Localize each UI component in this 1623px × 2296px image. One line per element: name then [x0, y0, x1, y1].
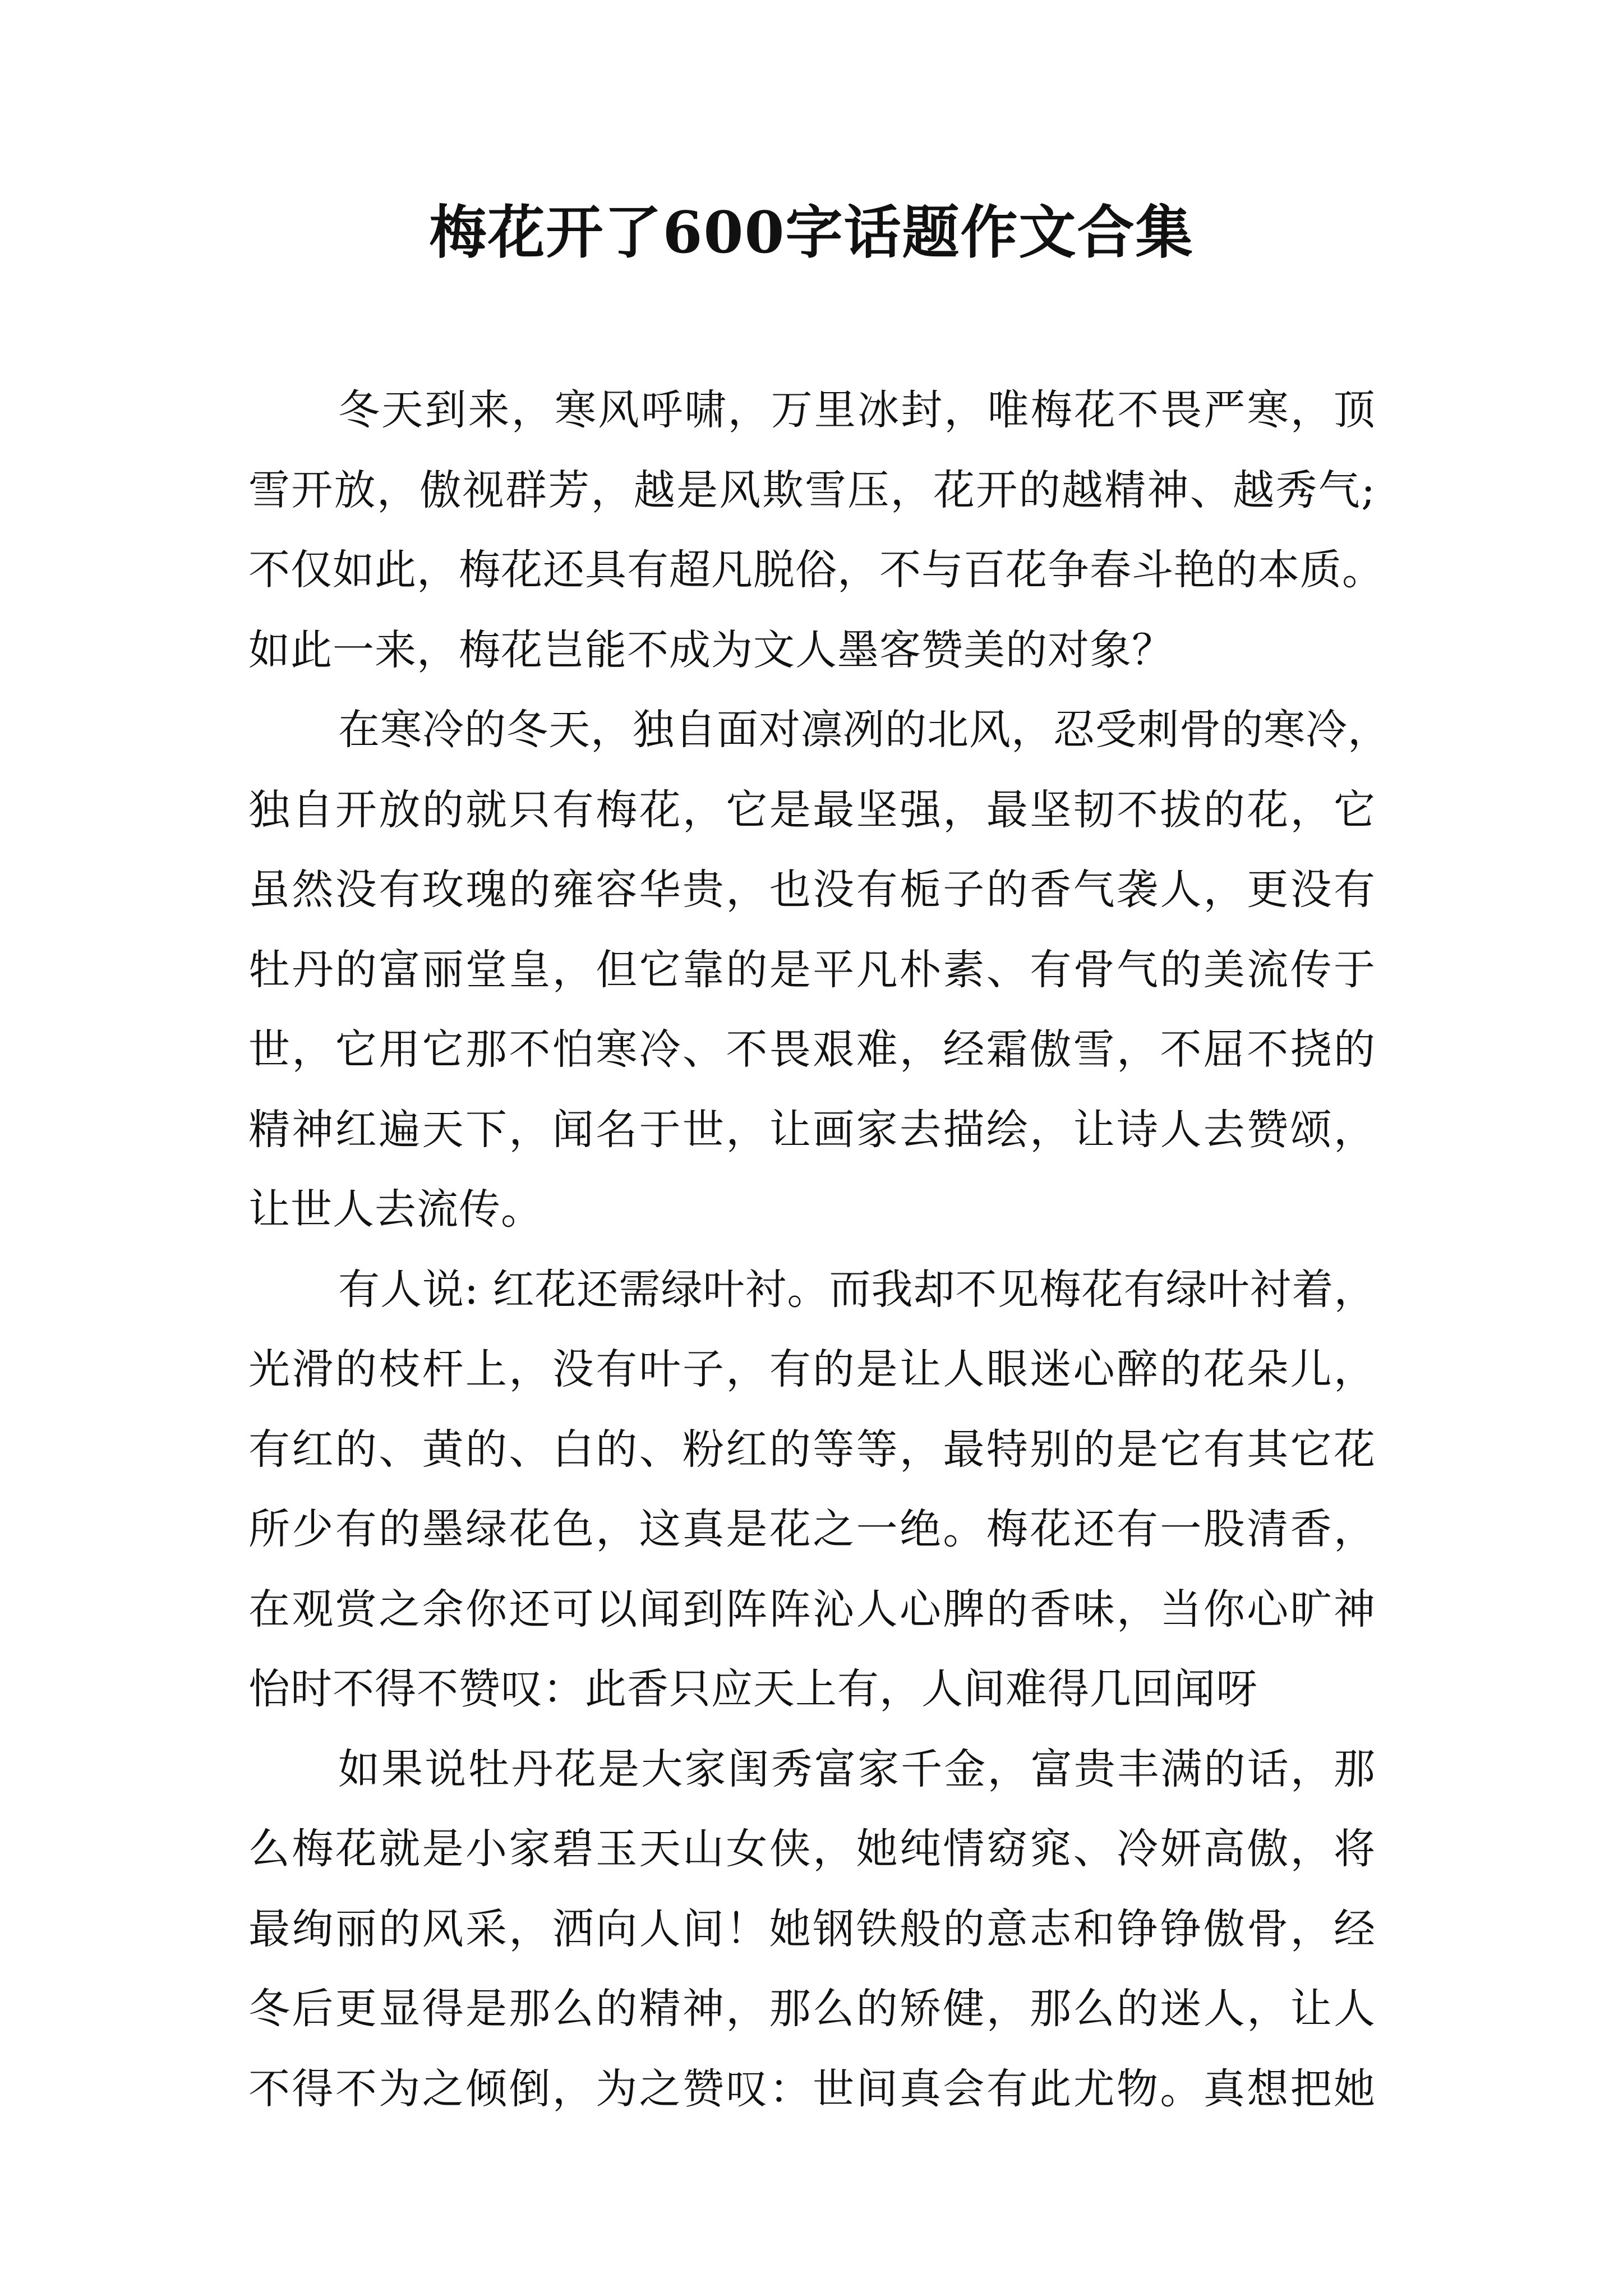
text-line: 雪开放，傲视群芳，越是风欺雪压，花开的越精神、越秀气;	[248, 466, 1376, 514]
text-line: 不仅如此，梅花还具有超凡脱俗，不与百花争春斗艳的本质。	[248, 546, 1384, 594]
document-title: 梅花开了600字话题作文合集	[429, 199, 1194, 266]
text-line: 牡丹的富丽堂皇，但它靠的是平凡朴素、有骨气的美流传于	[248, 945, 1376, 994]
text-line: 如果说牡丹花是大家闺秀富家千金，富贵丰满的话，那	[338, 1745, 1376, 1793]
text-line: 如此一来，梅花岂能不成为文人墨客赞美的对象？	[248, 625, 1174, 674]
text-line: 冬后更显得是那么的精神，那么的矫健，那么的迷人，让人	[248, 1985, 1376, 2033]
text-line: 所少有的墨绿花色，这真是花之一绝。梅花还有一股清香，	[248, 1505, 1376, 1553]
text-line: 精神红遍天下，闻名于世，让画家去描绘，让诗人去赞颂，	[248, 1105, 1376, 1154]
text-line: 世，它用它那不怕寒冷、不畏艰难，经霜傲雪，不屈不挠的	[248, 1025, 1376, 1074]
text-line: 在寒冷的冬天，独自面对凛冽的北风，忍受刺骨的寒冷，	[338, 706, 1390, 754]
text-line: 么梅花就是小家碧玉天山女侠，她纯情窈窕、冷妍高傲，将	[248, 1825, 1376, 1873]
text-line: 有人说: 红花还需绿叶衬。而我却不见梅花有绿叶衬着，	[338, 1265, 1376, 1314]
text-line: 独自开放的就只有梅花，它是最坚强，最坚韧不拔的花，它	[248, 785, 1376, 834]
text-line: 冬天到来，寒风呼啸，万里冰封，唯梅花不畏严寒，顶	[338, 386, 1376, 434]
text-line: 让世人去流传。	[248, 1185, 543, 1234]
text-line: 有红的、黄的、白的、粉红的等等，最特别的是它有其它花	[248, 1425, 1376, 1474]
text-line: 不得不为之倾倒，为之赞叹：世间真会有此尤物。真想把她	[248, 2064, 1376, 2113]
text-line: 虽然没有玫瑰的雍容华贵，也没有栀子的香气袭人，更没有	[248, 866, 1376, 914]
document-body	[248, 370, 1390, 2129]
text-line: 最绚丽的风采，洒向人间！她钢铁般的意志和铮铮傲骨，经	[248, 1904, 1376, 1953]
text-line: 怡时不得不赞叹：此香只应天上有，人间难得几回闻呀	[248, 1665, 1258, 1713]
text-line: 在观赏之余你还可以闻到阵阵沁人心脾的香味，当你心旷神	[248, 1585, 1376, 1634]
text-line: 光滑的枝杆上，没有叶子，有的是让人眼迷心醉的花朵儿，	[248, 1345, 1376, 1393]
